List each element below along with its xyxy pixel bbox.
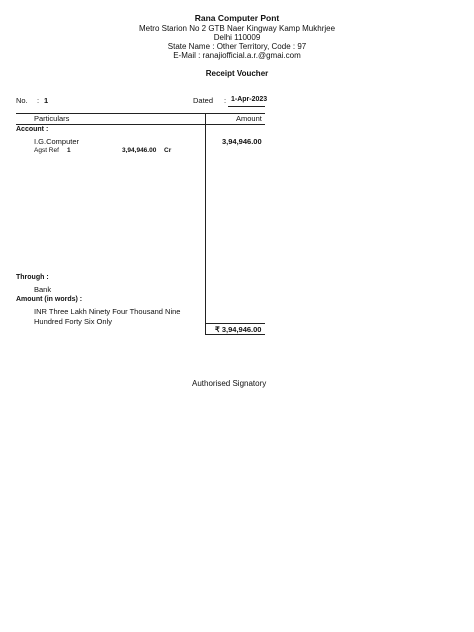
dated-value: 1-Apr-2023	[231, 96, 268, 103]
company-city: Delhi 110009	[213, 33, 261, 42]
amount-header: Amount	[236, 114, 262, 123]
amount-column-divider	[205, 113, 206, 335]
ledger-name: I.G.Computer	[34, 137, 80, 146]
amount-words-line2: Hundred Forty Six Only	[34, 317, 112, 326]
agst-ref-amount: 3,94,946.00	[122, 147, 157, 154]
through-label: Through :	[16, 274, 49, 281]
company-name: Rana Computer Pont	[194, 13, 280, 23]
amount-words-label: Amount (in words) :	[16, 296, 83, 303]
dated-label: Dated	[193, 96, 214, 105]
particulars-header: Particulars	[34, 114, 70, 123]
voucher-no-colon: :	[37, 96, 40, 105]
total-amount: ₹ 3,94,946.00	[215, 325, 262, 334]
company-state: State Name : Other Territory, Code : 97	[167, 42, 307, 51]
company-email: E-Mail : ranajiofficial.a.r.@gmai.com	[173, 51, 301, 60]
amount-words-line1: INR Three Lakh Ninety Four Thousand Nine	[34, 307, 181, 316]
authorised-signatory: Authorised Signatory	[192, 379, 267, 388]
agst-ref-number: 1	[67, 147, 71, 154]
ledger-amount: 3,94,946.00	[222, 137, 262, 146]
dated-colon: :	[224, 96, 227, 105]
dated-underline	[228, 106, 265, 107]
voucher-title: Receipt Voucher	[205, 69, 269, 78]
agst-ref-label: Agst Ref	[34, 147, 59, 154]
total-top-rule	[205, 323, 265, 324]
voucher-no-value: 1	[44, 96, 49, 105]
agst-ref-crdr: Cr	[164, 147, 172, 154]
total-bottom-rule	[205, 334, 265, 335]
table-header-rule	[16, 124, 265, 125]
voucher-no-label: No.	[16, 96, 28, 105]
account-label: Account :	[16, 126, 49, 133]
through-value: Bank	[34, 285, 52, 294]
company-address: Metro Starion No 2 GTB Naer Kingway Kamp Mukhrjee	[138, 24, 336, 33]
